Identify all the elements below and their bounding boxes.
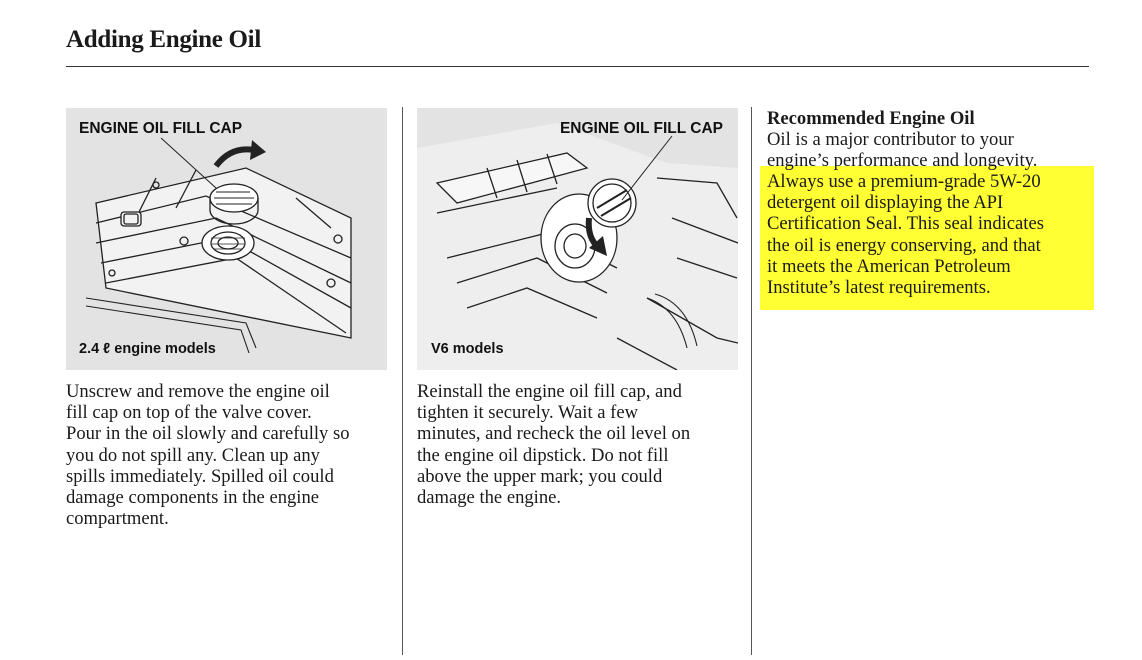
text-line: above the upper mark; you could <box>417 465 663 487</box>
text-line: Unscrew and remove the engine oil <box>66 381 330 402</box>
text-line-highlighted: detergent oil displaying the API <box>767 192 1004 214</box>
text-line-highlighted: Certification Seal. This seal indicates <box>767 213 1044 235</box>
text-line: Reinstall the engine oil fill cap, and <box>417 381 682 402</box>
column-divider-left <box>402 107 403 655</box>
text-line-highlighted: the oil is energy conserving, and that <box>767 234 1041 256</box>
section-heading: Recommended Engine Oil <box>767 108 975 129</box>
text-line: tighten it securely. Wait a few <box>417 402 639 424</box>
middle-instruction-text <box>417 381 747 508</box>
text-line: fill cap on top of the valve cover. <box>66 402 312 424</box>
text-line: Pour in the oil slowly and carefully so <box>66 423 350 445</box>
text-line: Oil is a major contributor to your <box>767 129 1014 151</box>
title-rule <box>66 66 1089 67</box>
figure-label-fill-cap: ENGINE OIL FILL CAP <box>79 120 243 137</box>
figure-caption-v6: V6 models <box>431 341 504 357</box>
text-line: spills immediately. Spilled oil could <box>66 465 334 487</box>
text-line: damage components in the engine <box>66 487 320 509</box>
figure-v6-engine <box>417 108 738 370</box>
page-title: Adding Engine Oil <box>66 26 261 53</box>
text-line: damage the engine. <box>417 487 562 509</box>
text-line-highlighted: it meets the American Petroleum <box>767 255 1011 277</box>
text-line-highlighted: Institute’s latest requirements. <box>767 276 991 298</box>
figure-caption-2-4: 2.4 ℓ engine models <box>79 341 216 357</box>
text-line: compartment. <box>66 508 169 530</box>
valve-cover-illustration <box>66 108 387 370</box>
text-line: the engine oil dipstick. Do not fill <box>417 444 669 466</box>
recommended-oil-section <box>767 108 1097 298</box>
v6-engine-illustration <box>417 108 738 370</box>
figure-label-fill-cap-v6: ENGINE OIL FILL CAP <box>559 120 723 137</box>
text-line: engine’s performance and longevity. <box>767 150 1038 172</box>
left-instruction-text <box>66 381 396 529</box>
text-line-highlighted: Always use a premium-grade 5W-20 <box>767 171 1041 193</box>
text-line: you do not spill any. Clean up any <box>66 444 320 466</box>
column-divider-right <box>751 107 752 655</box>
figure-2-4-engine <box>66 108 387 370</box>
text-line: minutes, and recheck the oil level on <box>417 423 691 445</box>
